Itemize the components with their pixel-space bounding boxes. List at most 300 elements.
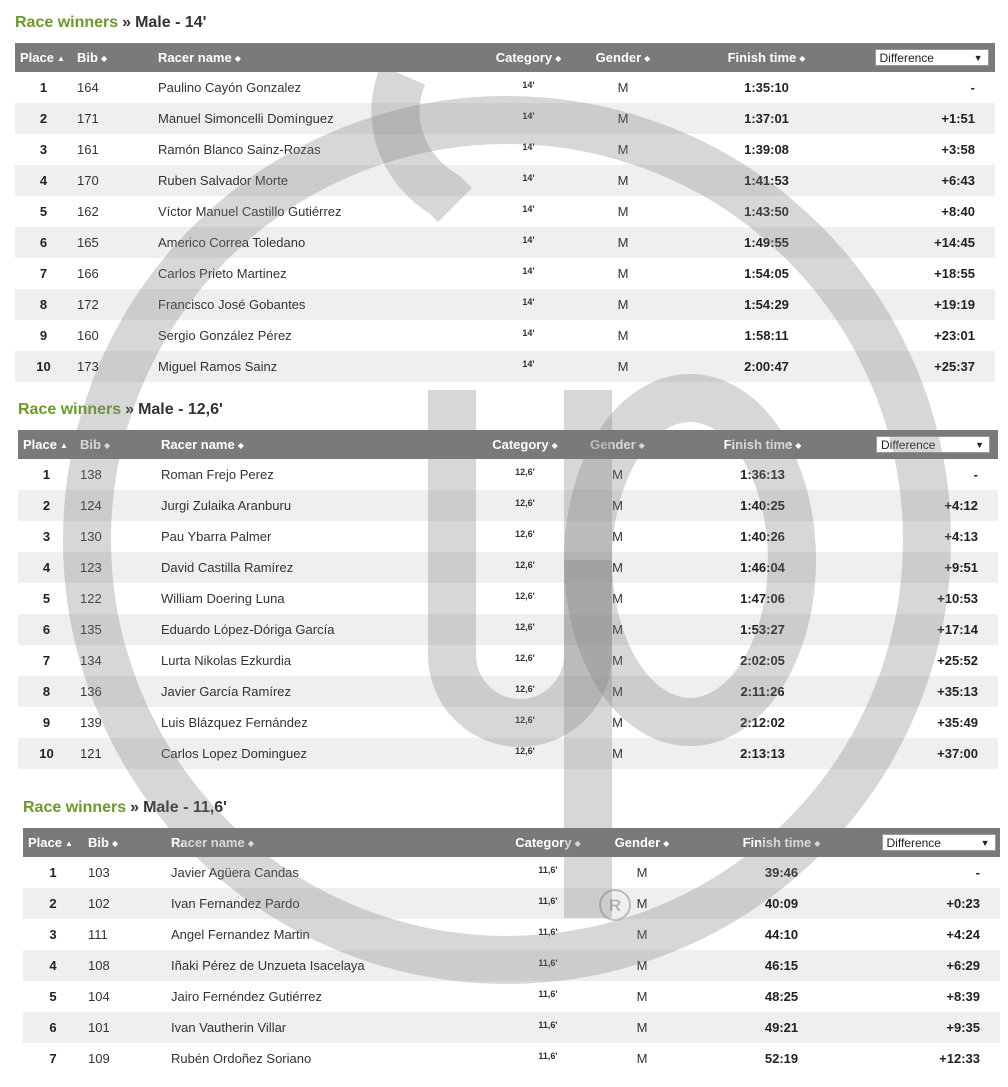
difference-cell: +0:23 <box>877 888 1000 919</box>
table-row <box>15 320 995 351</box>
column-header-category[interactable] <box>498 828 598 857</box>
racer-name-cell: Carlos Prieto Martinez <box>158 266 287 281</box>
difference-cell: +4:13 <box>944 529 978 544</box>
results-table <box>18 430 998 769</box>
gender-cell: M <box>612 715 623 730</box>
bib-cell: 101 <box>83 1012 166 1043</box>
gender-cell: M <box>612 529 623 544</box>
table-row <box>18 490 998 521</box>
finish-time-cell: 1:43:50 <box>744 204 789 219</box>
gender-cell: M <box>636 989 648 1004</box>
difference-select-value: Difference <box>886 836 941 851</box>
gender-cell: M <box>598 950 686 981</box>
finish-time-cell: 40:09 <box>686 888 877 919</box>
place-cell: 10 <box>15 351 72 382</box>
chevron-down-icon: ▼ <box>973 53 983 64</box>
column-header-label: Finish time <box>723 437 793 452</box>
gender-cell: M <box>617 328 629 343</box>
breadcrumb-separator: » <box>125 401 135 418</box>
difference-cell: +9:35 <box>877 1012 1000 1043</box>
column-header-label: Gender <box>590 437 636 452</box>
category-cell: 14' <box>522 142 535 152</box>
table-row <box>15 165 995 196</box>
difference-cell: - <box>975 865 980 880</box>
table-row <box>23 1043 1000 1074</box>
section-male-11-6 <box>23 798 1000 1074</box>
table-row <box>18 645 998 676</box>
finish-time-cell: 2:12:02 <box>740 715 785 730</box>
finish-time-cell: 52:19 <box>764 1051 799 1066</box>
section-male-12-6 <box>18 400 998 769</box>
table-row <box>15 134 995 165</box>
place-cell: 6 <box>15 227 72 258</box>
column-header-difference <box>868 43 995 72</box>
sort-icon: ◆ <box>799 54 806 63</box>
table-row <box>23 888 1000 919</box>
table-row <box>15 72 995 103</box>
racer-name-cell: Paulino Cayón Gonzalez <box>158 80 302 95</box>
category-cell: 12,6' <box>515 529 535 539</box>
category-cell: 12,6' <box>515 591 535 601</box>
chevron-down-icon: ▼ <box>975 440 984 451</box>
difference-select-value: Difference <box>879 51 934 66</box>
sort-icon: ◆ <box>574 839 581 848</box>
gender-cell: M <box>581 289 665 320</box>
category-cell: 14' <box>476 289 581 320</box>
column-header-label: Racer name <box>161 437 235 452</box>
bib-cell: 123 <box>75 552 156 583</box>
difference-cell: +8:40 <box>941 204 975 219</box>
difference-select[interactable] <box>876 436 990 453</box>
column-header-label: Racer name <box>171 835 245 850</box>
racer-name-cell: Javier García Ramírez <box>156 676 472 707</box>
difference-cell: +17:14 <box>868 614 998 645</box>
column-header-gender[interactable] <box>581 43 665 72</box>
racer-name-cell: Francisco José Gobantes <box>153 289 476 320</box>
difference-select[interactable] <box>882 834 996 851</box>
table-row <box>18 552 998 583</box>
place-cell: 3 <box>42 529 51 544</box>
place-cell: 2 <box>23 888 83 919</box>
sort-icon: ◆ <box>111 839 119 848</box>
sort-icon: ◆ <box>555 54 562 63</box>
racer-name-cell: Americo Correa Toledano <box>153 227 476 258</box>
bib-cell: 111 <box>88 927 108 942</box>
finish-time-cell: 1:49:55 <box>665 227 868 258</box>
race-winners-link[interactable]: Race winners <box>15 14 119 31</box>
place-cell: 1 <box>49 865 57 880</box>
sort-icon: ◆ <box>663 839 670 848</box>
column-header-label: Bib <box>88 835 109 850</box>
racer-name-cell: Jairo Fernéndez Gutiérrez <box>171 989 323 1004</box>
finish-time-cell: 1:46:04 <box>657 552 868 583</box>
place-cell: 4 <box>15 165 72 196</box>
difference-cell: +19:19 <box>868 289 995 320</box>
bib-cell: 130 <box>80 529 102 544</box>
finish-time-cell: 2:00:47 <box>665 351 868 382</box>
category-title: Male - 11,6' <box>143 799 227 816</box>
bib-cell: 161 <box>77 142 99 157</box>
sort-icon: ◆ <box>247 839 254 848</box>
sort-icon: ◆ <box>100 54 108 63</box>
bib-cell: 122 <box>80 591 102 606</box>
gender-cell: M <box>612 591 623 606</box>
sort-icon: ◆ <box>814 839 821 848</box>
racer-name-cell: Lurta Nikolas Ezkurdia <box>161 653 292 668</box>
gender-cell: M <box>612 653 623 668</box>
gender-cell: M <box>636 865 648 880</box>
table-row <box>23 919 1000 950</box>
results-table <box>23 828 1000 1074</box>
place-cell: 9 <box>42 715 51 730</box>
category-title: Male - 14' <box>135 14 207 31</box>
column-header-label: Place <box>20 50 54 65</box>
gender-cell: M <box>581 227 665 258</box>
section-title <box>15 13 995 43</box>
bib-cell: 121 <box>75 738 156 769</box>
gender-cell: M <box>636 1051 648 1066</box>
category-cell: 14' <box>476 165 581 196</box>
sort-icon: ◆ <box>234 54 241 63</box>
place-cell: 8 <box>15 289 72 320</box>
bib-cell: 165 <box>72 227 153 258</box>
finish-time-cell: 1:35:10 <box>744 80 789 95</box>
column-header-category[interactable] <box>472 430 578 459</box>
racer-name-cell: William Doering Luna <box>161 591 285 606</box>
finish-time-cell: 2:02:05 <box>740 653 785 668</box>
race-winners-link[interactable]: Race winners <box>23 799 127 816</box>
category-cell: 14' <box>476 227 581 258</box>
table-header-row <box>23 828 1000 857</box>
column-header-category[interactable] <box>476 43 581 72</box>
difference-cell: +6:29 <box>877 950 1000 981</box>
racer-name-cell: Eduardo López-Dóriga García <box>156 614 472 645</box>
gender-cell: M <box>617 204 629 219</box>
sort-icon: ◆ <box>237 441 244 450</box>
category-cell: 11,6' <box>498 950 598 981</box>
racer-name-cell: Miguel Ramos Sainz <box>153 351 476 382</box>
gender-cell: M <box>617 142 629 157</box>
table-row <box>15 289 995 320</box>
gender-cell: M <box>598 1012 686 1043</box>
table-row <box>18 707 998 738</box>
table-row <box>23 981 1000 1012</box>
place-cell: 5 <box>39 204 48 219</box>
gender-cell: M <box>578 738 657 769</box>
column-header-label: Place <box>23 437 57 452</box>
bib-cell: 124 <box>75 490 156 521</box>
chevron-down-icon: ▼ <box>980 838 990 849</box>
racer-name-cell: Roman Frejo Perez <box>161 467 274 482</box>
bib-cell: 134 <box>80 653 102 668</box>
column-header-label: Gender <box>614 835 661 850</box>
category-cell: 14' <box>522 204 535 214</box>
column-header-place[interactable] <box>15 43 72 72</box>
gender-cell: M <box>581 103 665 134</box>
column-header-finish-time[interactable] <box>665 43 868 72</box>
category-cell: 11,6' <box>538 989 558 999</box>
place-cell: 1 <box>42 467 51 482</box>
column-header-difference <box>877 828 1000 857</box>
category-cell: 12,6' <box>472 676 578 707</box>
place-cell: 1 <box>39 80 48 95</box>
place-cell: 5 <box>42 591 51 606</box>
difference-cell: +6:43 <box>868 165 995 196</box>
table-row <box>18 676 998 707</box>
column-header-finish-time[interactable] <box>686 828 877 857</box>
category-cell: 12,6' <box>472 614 578 645</box>
category-cell: 14' <box>476 103 581 134</box>
table-row <box>18 459 998 490</box>
bib-cell: 102 <box>83 888 166 919</box>
category-cell: 12,6' <box>472 738 578 769</box>
finish-time-cell: 1:47:06 <box>740 591 785 606</box>
table-row <box>15 103 995 134</box>
place-cell: 7 <box>49 1051 57 1066</box>
category-cell: 14' <box>522 266 535 276</box>
column-header-gender[interactable] <box>598 828 686 857</box>
finish-time-cell: 1:40:26 <box>740 529 785 544</box>
racer-name-cell: Carlos Lopez Dominguez <box>156 738 472 769</box>
sort-icon: ◆ <box>103 441 111 450</box>
finish-time-cell: 1:58:11 <box>744 328 789 343</box>
table-row <box>18 738 998 769</box>
column-header-bib[interactable] <box>83 828 166 857</box>
finish-time-cell: 1:54:29 <box>665 289 868 320</box>
category-cell: 11,6' <box>538 1051 558 1061</box>
bib-cell: 103 <box>88 865 110 880</box>
table-row <box>23 857 1000 888</box>
racer-name-cell: Pau Ybarra Palmer <box>161 529 272 544</box>
racer-name-cell: Ivan Fernandez Pardo <box>166 888 498 919</box>
finish-time-cell: 49:21 <box>686 1012 877 1043</box>
place-cell: 2 <box>15 103 72 134</box>
place-cell: 7 <box>39 266 48 281</box>
table-row <box>15 258 995 289</box>
difference-cell: +12:33 <box>939 1051 980 1066</box>
breadcrumb-separator: » <box>130 799 140 816</box>
column-header-place[interactable] <box>23 828 83 857</box>
difference-cell: +3:58 <box>941 142 975 157</box>
column-header-label: Finish time <box>727 50 797 65</box>
difference-cell: +1:51 <box>868 103 995 134</box>
racer-name-cell: Manuel Simoncelli Domínguez <box>153 103 476 134</box>
bib-cell: 138 <box>80 467 102 482</box>
column-header-name[interactable] <box>166 828 498 857</box>
sort-icon: ◆ <box>644 54 651 63</box>
racer-name-cell: Angel Fernandez Martin <box>171 927 310 942</box>
gender-cell: M <box>581 165 665 196</box>
difference-cell: +14:45 <box>868 227 995 258</box>
gender-cell: M <box>578 490 657 521</box>
place-cell: 7 <box>42 653 51 668</box>
bib-cell: 135 <box>75 614 156 645</box>
category-cell: 12,6' <box>515 467 535 477</box>
finish-time-cell: 2:11:26 <box>657 676 868 707</box>
column-header-bib[interactable] <box>75 430 156 459</box>
racer-name-cell: Jurgi Zulaika Aranburu <box>156 490 472 521</box>
difference-cell: - <box>973 467 978 482</box>
sort-ascending-icon: ▲ <box>56 54 65 63</box>
category-cell: 12,6' <box>515 653 535 663</box>
place-cell: 10 <box>18 738 75 769</box>
column-header-label: Finish time <box>742 835 812 850</box>
category-cell: 11,6' <box>498 1012 598 1043</box>
table-row <box>23 1012 1000 1043</box>
difference-cell: +25:52 <box>937 653 978 668</box>
bib-cell: 104 <box>88 989 110 1004</box>
place-cell: 3 <box>39 142 48 157</box>
bib-cell: 136 <box>75 676 156 707</box>
finish-time-cell: 48:25 <box>764 989 799 1004</box>
column-header-finish-time[interactable] <box>657 430 868 459</box>
bib-cell: 170 <box>72 165 153 196</box>
finish-time-cell: 46:15 <box>686 950 877 981</box>
finish-time-cell: 1:54:05 <box>744 266 789 281</box>
racer-name-cell: Víctor Manuel Castillo Gutiérrez <box>158 204 342 219</box>
category-cell: 14' <box>476 351 581 382</box>
table-row <box>18 521 998 552</box>
difference-cell: +35:13 <box>868 676 998 707</box>
place-cell: 8 <box>18 676 75 707</box>
column-header-label: Racer name <box>158 50 232 65</box>
column-header-bib[interactable] <box>72 43 153 72</box>
difference-cell: +35:49 <box>937 715 978 730</box>
sort-ascending-icon: ▲ <box>64 839 73 848</box>
place-cell: 9 <box>39 328 48 343</box>
racer-name-cell: Sergio González Pérez <box>158 328 292 343</box>
category-cell: 11,6' <box>538 865 558 875</box>
finish-time-cell: 1:41:53 <box>665 165 868 196</box>
bib-cell: 139 <box>80 715 102 730</box>
column-header-label: Category <box>515 835 572 850</box>
racer-name-cell: Luis Blázquez Fernández <box>161 715 308 730</box>
gender-cell: M <box>581 351 665 382</box>
finish-time-cell: 1:53:27 <box>657 614 868 645</box>
section-title <box>23 798 1000 828</box>
column-header-label: Gender <box>595 50 642 65</box>
category-title: Male - 12,6' <box>138 401 223 418</box>
gender-cell: M <box>636 927 648 942</box>
gender-cell: M <box>578 614 657 645</box>
finish-time-cell: 1:39:08 <box>744 142 789 157</box>
racer-name-cell: Javier Agüera Candas <box>171 865 299 880</box>
table-header-row <box>18 430 998 459</box>
difference-cell: +8:39 <box>946 989 980 1004</box>
bib-cell: 173 <box>72 351 153 382</box>
bib-cell: 108 <box>83 950 166 981</box>
bib-cell: 164 <box>77 80 99 95</box>
race-winners-link[interactable]: Race winners <box>18 401 122 418</box>
table-row <box>18 583 998 614</box>
column-header-label: Bib <box>80 437 101 452</box>
place-cell: 6 <box>23 1012 83 1043</box>
difference-cell: +18:55 <box>934 266 975 281</box>
column-header-name[interactable] <box>156 430 472 459</box>
column-header-name[interactable] <box>153 43 476 72</box>
gender-cell: M <box>617 80 629 95</box>
category-cell: 14' <box>522 328 535 338</box>
difference-cell: +23:01 <box>934 328 975 343</box>
difference-select-value: Difference <box>881 438 936 453</box>
racer-name-cell: Ivan Vautherin Villar <box>166 1012 498 1043</box>
bib-cell: 172 <box>72 289 153 320</box>
category-cell: 11,6' <box>538 927 558 937</box>
column-header-place[interactable] <box>18 430 75 459</box>
place-cell: 5 <box>49 989 57 1004</box>
finish-time-cell: 1:40:25 <box>657 490 868 521</box>
column-header-difference <box>868 430 998 459</box>
sort-ascending-icon: ▲ <box>59 441 68 450</box>
place-cell: 6 <box>18 614 75 645</box>
table-row <box>23 950 1000 981</box>
bib-cell: 162 <box>77 204 99 219</box>
gender-cell: M <box>578 676 657 707</box>
bib-cell: 160 <box>77 328 99 343</box>
column-header-label: Place <box>28 835 62 850</box>
difference-cell: - <box>970 80 975 95</box>
category-cell: 14' <box>522 80 535 90</box>
gender-cell: M <box>578 552 657 583</box>
svg-text:R: R <box>608 896 622 915</box>
place-cell: 4 <box>23 950 83 981</box>
place-cell: 2 <box>18 490 75 521</box>
bib-cell: 166 <box>77 266 99 281</box>
difference-cell: +4:24 <box>946 927 980 942</box>
difference-cell: +9:51 <box>868 552 998 583</box>
category-cell: 12,6' <box>515 715 535 725</box>
gender-cell: M <box>617 266 629 281</box>
finish-time-cell: 39:46 <box>764 865 799 880</box>
finish-time-cell: 1:36:13 <box>740 467 785 482</box>
category-cell: 11,6' <box>498 888 598 919</box>
section-male-14 <box>15 13 995 382</box>
gender-cell: M <box>598 888 686 919</box>
gender-cell: M <box>612 467 623 482</box>
racer-name-cell: Rubén Ordoñez Soriano <box>171 1051 312 1066</box>
table-header-row <box>15 43 995 72</box>
racer-name-cell: Ramón Blanco Sainz-Rozas <box>158 142 321 157</box>
column-header-label: Category <box>495 50 553 65</box>
difference-cell: +37:00 <box>868 738 998 769</box>
racer-name-cell: Iñaki Pérez de Unzueta Isacelaya <box>166 950 498 981</box>
bib-cell: 109 <box>88 1051 110 1066</box>
finish-time-cell: 44:10 <box>764 927 799 942</box>
place-cell: 4 <box>18 552 75 583</box>
table-row <box>15 196 995 227</box>
sort-icon: ◆ <box>638 441 645 450</box>
sort-icon: ◆ <box>795 441 802 450</box>
table-row <box>15 227 995 258</box>
column-header-gender[interactable] <box>578 430 657 459</box>
results-table <box>15 43 995 382</box>
category-cell: 12,6' <box>472 490 578 521</box>
sort-icon: ◆ <box>551 441 558 450</box>
difference-cell: +10:53 <box>937 591 978 606</box>
finish-time-cell: 1:37:01 <box>665 103 868 134</box>
difference-cell: +4:12 <box>868 490 998 521</box>
category-cell: 12,6' <box>472 552 578 583</box>
column-header-label: Bib <box>77 50 98 65</box>
section-title <box>18 400 998 430</box>
table-row <box>15 351 995 382</box>
difference-select[interactable] <box>875 49 989 66</box>
bib-cell: 171 <box>72 103 153 134</box>
column-header-label: Category <box>492 437 549 452</box>
table-row <box>18 614 998 645</box>
breadcrumb-separator: » <box>122 14 132 31</box>
difference-cell: +25:37 <box>868 351 995 382</box>
